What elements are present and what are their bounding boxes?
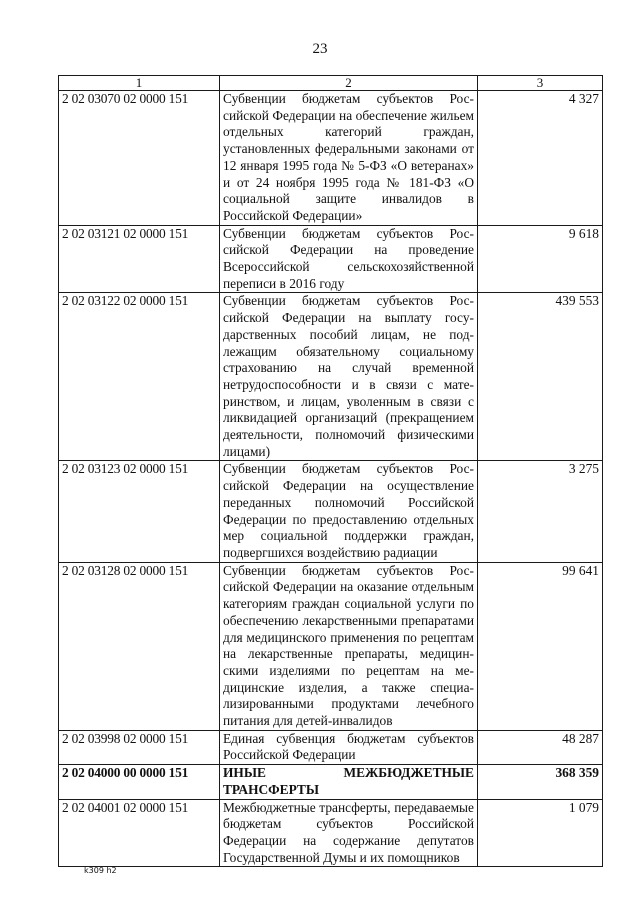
table-row xyxy=(59,730,603,764)
row-code: 2 02 03998 02 0000 151 xyxy=(59,730,220,764)
row-description: Субвенции бюджетам субъектов Российской Федерации на осуществление переданных полномочий Российской Федерации по предоставлению отдельных мер социальной поддержки граждан, подвергшихся воздействию радиации xyxy=(220,461,478,562)
table-row xyxy=(59,91,603,226)
row-code: 2 02 03128 02 0000 151 xyxy=(59,562,220,730)
row-description: Межбюджетные трансферты, передаваемые бюджетам субъектов Российской Федерации на содержание депутатов Государственной Думы и их помощников xyxy=(220,799,478,867)
row-description: Субвенции бюджетам субъектов Российской Федерации на оказание отдельным категориям граждан социальной услуги по обеспечению лекарственными препаратами для медицинского применения по рецептам на лекарственные препараты, медицинскими изделиями по рецептам на медицинские изделия, а также специализированными продуктами лечебного питания для детей-инвалидов xyxy=(220,562,478,730)
row-description: Субвенции бюджетам субъектов Российской Федерации на выплату государственных пособий лицам, не подлежащим обязательному социальному страхованию на случай временной нетрудоспособности и в связи с материнством, и лицам, уволенным в связи с ликвидацией организаций (прекращением деятельности, полномочий физическими лицами) xyxy=(220,293,478,461)
page-number: 23 xyxy=(312,41,328,57)
row-description xyxy=(220,765,478,799)
row-code: 2 02 03070 02 0000 151 xyxy=(59,91,220,226)
column-header-description: 2 xyxy=(220,76,478,91)
row-code: 2 02 04001 02 0000 151 xyxy=(59,799,220,867)
row-amount: 368 359 xyxy=(478,765,603,799)
row-code: 2 02 04000 00 0000 151 xyxy=(59,765,220,799)
column-header-code: 1 xyxy=(59,76,220,91)
row-description: Субвенции бюджетам субъектов Российской Федерации на обеспечение жильем отдельных категорий граждан, установленных федеральными законами от 12 января 1995 года № 5-ФЗ «О ветеранах» и от 24 ноября 1995 года № 181-ФЗ «О социальной защите инвалидов в Российской Федерации» xyxy=(220,91,478,226)
row-code: 2 02 03123 02 0000 151 xyxy=(59,461,220,562)
row-amount: 3 275 xyxy=(478,461,603,562)
row-amount: 4 327 xyxy=(478,91,603,226)
column-header-amount: 3 xyxy=(478,76,603,91)
row-description: Единая субвенция бюджетам субъектов Российской Федерации xyxy=(220,730,478,764)
row-amount: 1 079 xyxy=(478,799,603,867)
table-row xyxy=(59,225,603,293)
row-amount: 99 641 xyxy=(478,562,603,730)
row-amount: 48 287 xyxy=(478,730,603,764)
row-code: 2 02 03121 02 0000 151 xyxy=(59,225,220,293)
table-row-section-total xyxy=(59,765,603,799)
footer-code: k309 h2 xyxy=(84,866,117,875)
table-row xyxy=(59,461,603,562)
table-row xyxy=(59,799,603,867)
row-description-line: ИНЫЕ МЕЖБЮДЖЕТНЫЕ xyxy=(223,765,474,781)
row-code: 2 02 03122 02 0000 151 xyxy=(59,293,220,461)
table-row xyxy=(59,562,603,730)
row-amount: 439 553 xyxy=(478,293,603,461)
table-row xyxy=(59,293,603,461)
row-description: Субвенции бюджетам субъектов Российской Федерации на проведение Всероссийской сельскохозяйственной переписи в 2016 году xyxy=(220,225,478,293)
budget-table xyxy=(58,75,603,867)
row-description-line: ТРАНСФЕРТЫ xyxy=(223,781,320,797)
row-amount: 9 618 xyxy=(478,225,603,293)
table-header-row xyxy=(59,76,603,91)
